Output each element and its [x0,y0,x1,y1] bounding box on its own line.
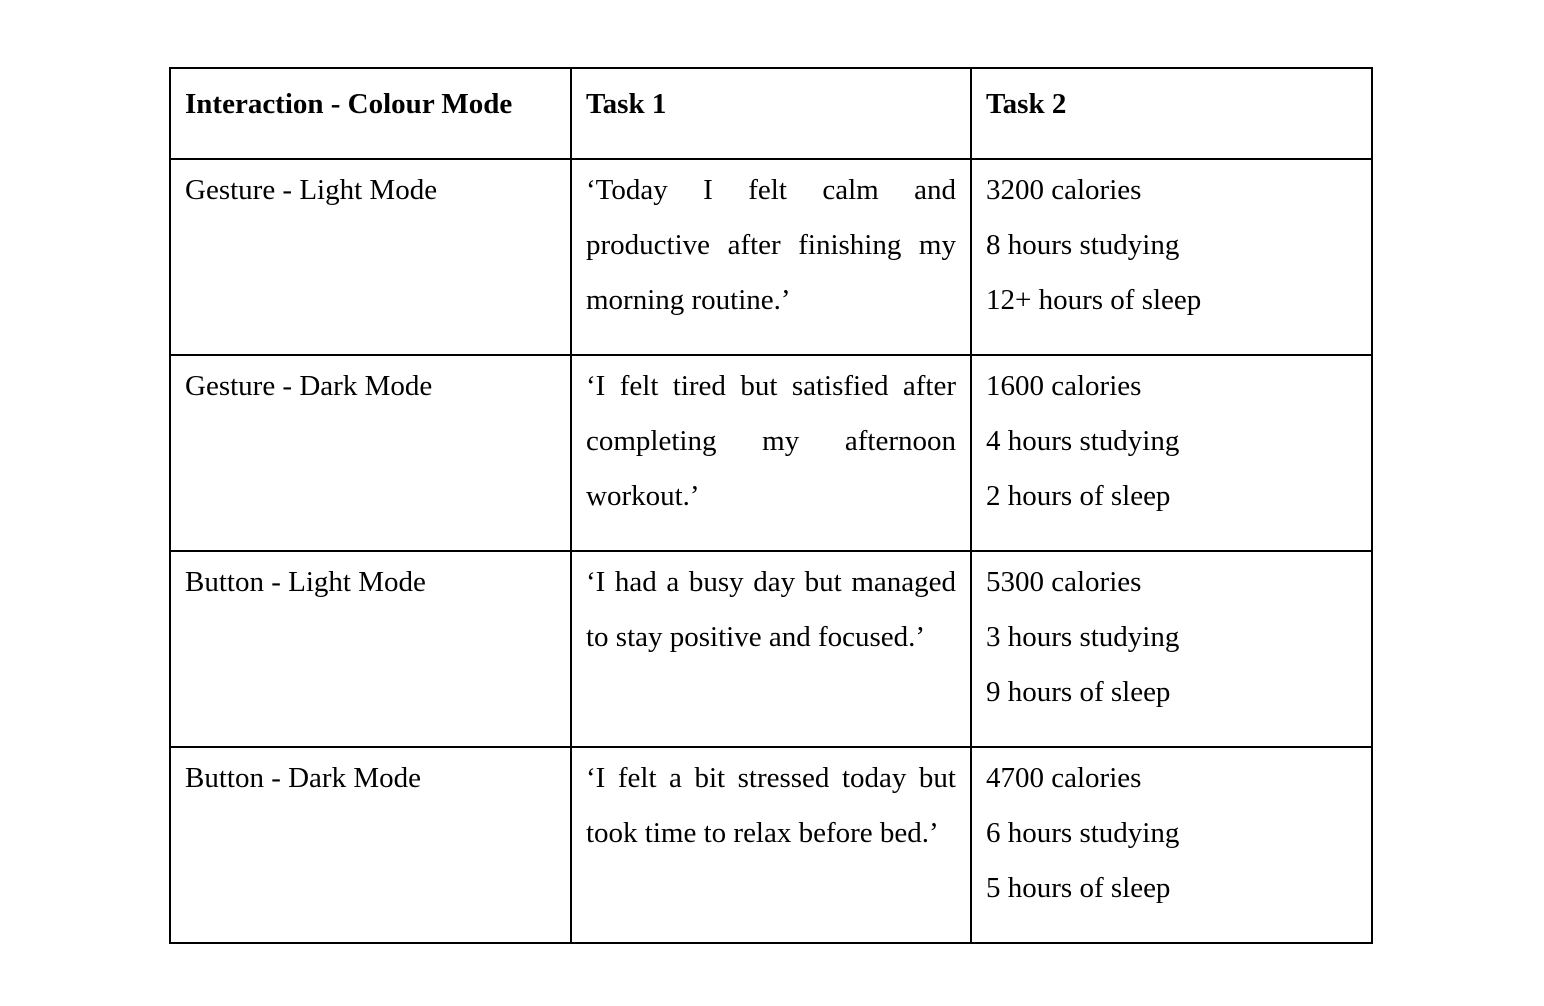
stat-studying: 6 hours studying [986,817,1180,849]
cell-task2-stats [971,159,1372,355]
stat-calories: 1600 calories [986,370,1142,402]
stat-sleep: 2 hours of sleep [986,480,1171,512]
stat-calories: 3200 calories [986,174,1142,206]
cell-task1-quote: ‘Today I felt calm and productive after finishing my morning routine.’ [571,159,971,355]
stat-studying: 3 hours studying [986,621,1180,653]
header-task-2: Task 2 [971,68,1372,159]
cell-mode: Gesture - Dark Mode [170,355,571,551]
table-row [170,747,1372,943]
cell-mode: Gesture - Light Mode [170,159,571,355]
table-row [170,551,1372,747]
stat-sleep: 9 hours of sleep [986,676,1171,708]
table-row [170,355,1372,551]
cell-task2-stats [971,355,1372,551]
conditions-table [169,67,1373,944]
table-row [170,159,1372,355]
header-task-1: Task 1 [571,68,971,159]
stat-studying: 8 hours studying [986,229,1180,261]
stat-sleep: 12+ hours of sleep [986,284,1202,316]
cell-task1-quote: ‘I had a busy day but managed to stay positive and focused.’ [571,551,971,747]
stat-sleep: 5 hours of sleep [986,872,1171,904]
cell-task2-stats [971,551,1372,747]
stat-calories: 4700 calories [986,762,1142,794]
cell-task1-quote: ‘I felt tired but satisfied after completing my afternoon workout.’ [571,355,971,551]
stat-calories: 5300 calories [986,566,1142,598]
header-interaction-colour-mode: Interaction - Colour Mode [170,68,571,159]
cell-mode: Button - Light Mode [170,551,571,747]
cell-task2-stats [971,747,1372,943]
stat-studying: 4 hours studying [986,425,1180,457]
table-header-row [170,68,1372,159]
cell-task1-quote: ‘I felt a bit stressed today but took time to relax before bed.’ [571,747,971,943]
cell-mode: Button - Dark Mode [170,747,571,943]
